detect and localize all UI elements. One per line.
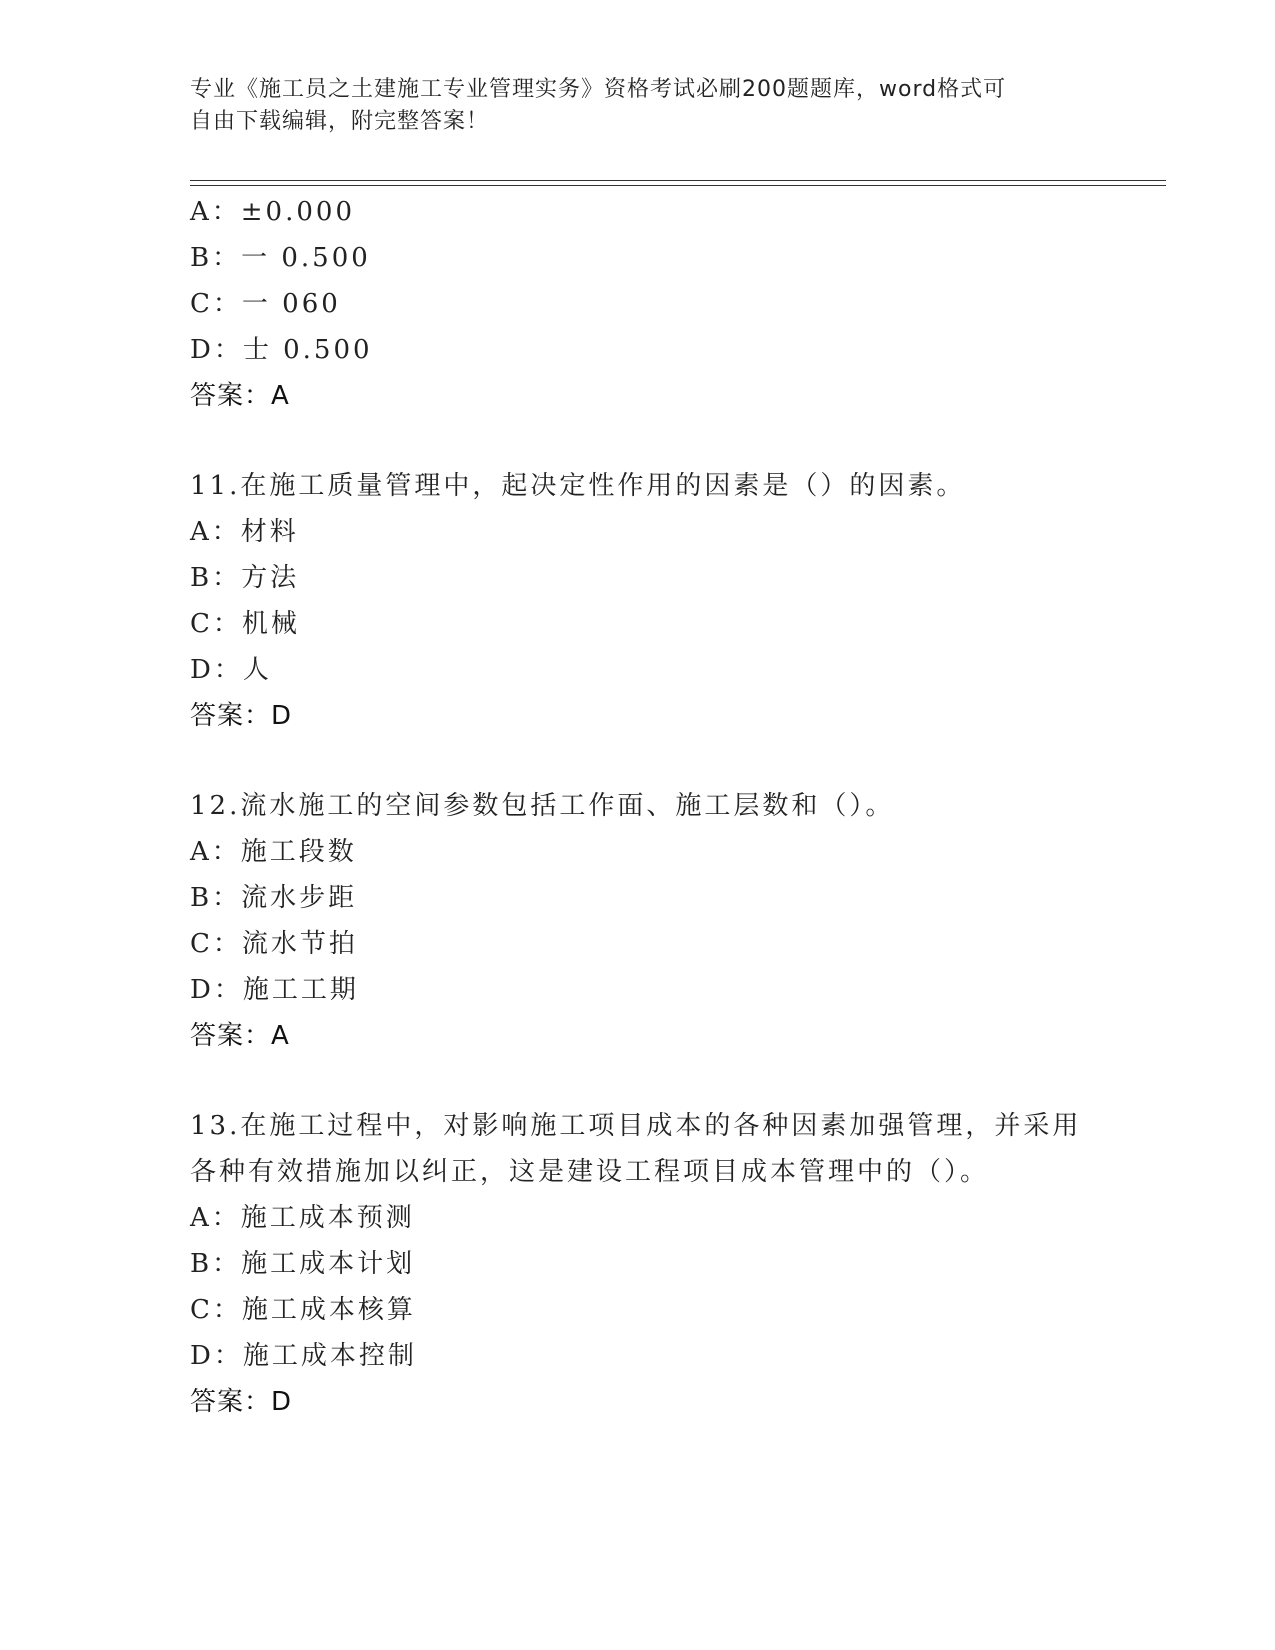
- question-stem: 11.在施工质量管理中，起决定性作用的因素是（）的因素。: [190, 471, 966, 501]
- spacer: [190, 739, 1090, 783]
- header-divider-top: [190, 180, 1166, 181]
- spacer: [190, 1059, 1090, 1103]
- spacer: [190, 419, 1090, 463]
- question-stem-line-2: 各种有效措施加以纠正，这是建设工程项目成本管理中的（）。: [190, 1157, 990, 1187]
- option-c: C：施工成本核算: [190, 1295, 416, 1325]
- option-a: A：施工段数: [190, 837, 357, 867]
- question-stem: 12.流水施工的空间参数包括工作面、施工层数和（）。: [190, 791, 895, 821]
- question-13: [190, 1103, 1090, 1425]
- option-a: A：±0.000: [190, 197, 355, 227]
- option-d: D：人: [190, 655, 272, 685]
- question-stem-line-1: 13.在施工过程中，对影响施工项目成本的各种因素加强管理，并采用: [190, 1111, 1082, 1141]
- option-c: C：流水节拍: [190, 929, 358, 959]
- header-line-2: 自由下载编辑，附完整答案！: [190, 109, 490, 134]
- answer: 答案：A: [190, 1021, 290, 1051]
- option-a: A：材料: [190, 517, 299, 547]
- header-line-1: 专业《施工员之土建施工专业管理实务》资格考试必刷200题题库，word格式可: [190, 77, 1007, 102]
- option-d: D：施工工期: [190, 975, 359, 1005]
- answer: 答案：A: [190, 381, 290, 411]
- option-b: B：一 0.500: [190, 243, 371, 273]
- document-body: [190, 189, 1090, 1425]
- option-b: B：流水步距: [190, 883, 358, 913]
- option-a: A：施工成本预测: [190, 1203, 415, 1233]
- question-12: [190, 783, 1090, 1059]
- option-d: D：士 0.500: [190, 335, 373, 365]
- answer: 答案：D: [190, 701, 293, 731]
- option-c: C：机械: [190, 609, 300, 639]
- option-b: B：施工成本计划: [190, 1249, 416, 1279]
- option-c: C：一 060: [190, 289, 341, 319]
- answer: 答案：D: [190, 1387, 293, 1417]
- header-divider-bottom: [190, 185, 1166, 186]
- document-header: [190, 74, 1090, 138]
- question-10: [190, 189, 1090, 419]
- question-11: [190, 463, 1090, 739]
- option-b: B：方法: [190, 563, 300, 593]
- option-d: D：施工成本控制: [190, 1341, 417, 1371]
